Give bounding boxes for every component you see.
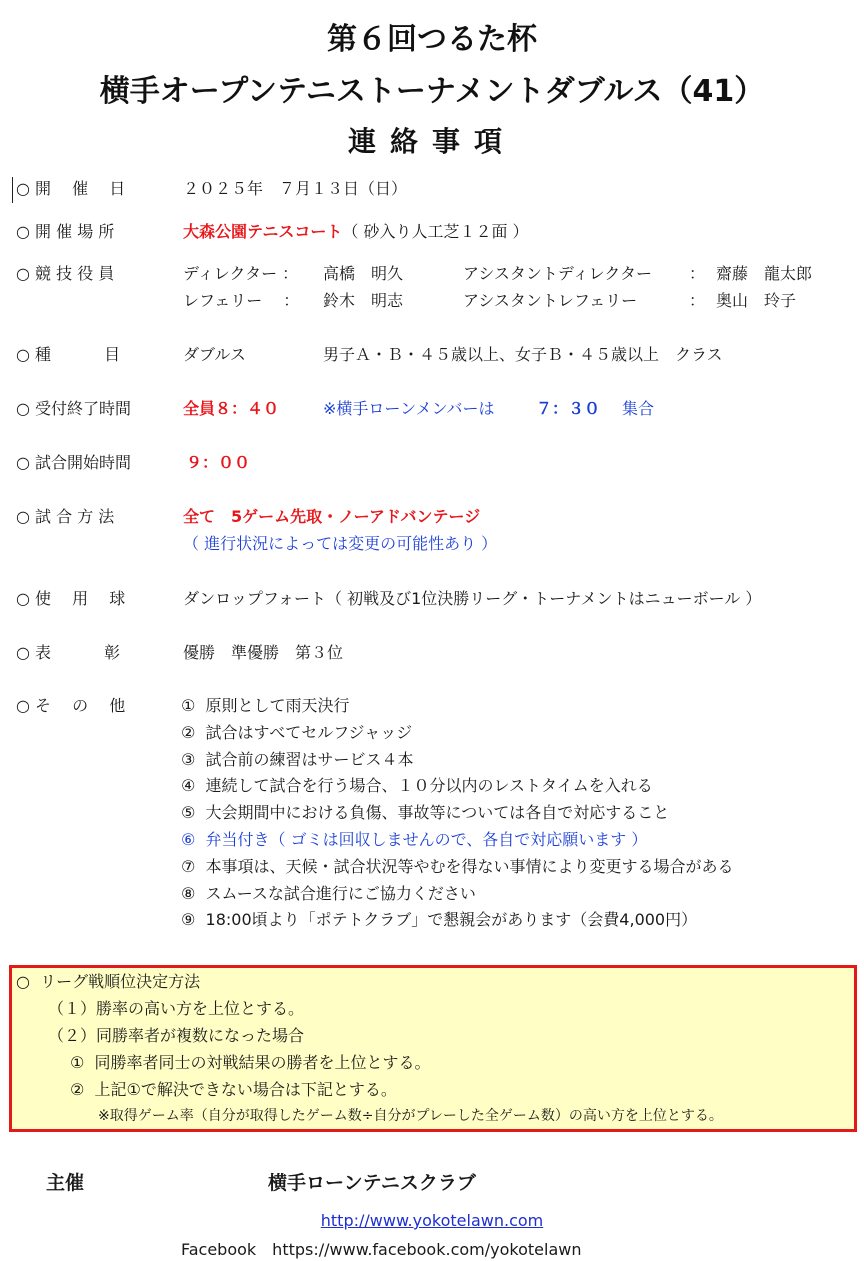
league-sub-1: ① 同勝率者同士の対戦結果の勝者を上位とする。 <box>70 1053 431 1072</box>
ball-label: ○ 使 用 球 <box>16 589 126 608</box>
list-item: ⑥ 弁当付き（ ゴミは回収しませんので、各自で対応願います ） <box>181 829 648 849</box>
league-title: ○ リーグ戦順位決定方法 <box>16 972 201 991</box>
start-label: ○ 試合開始時間 <box>16 453 132 472</box>
events-label: ○ 種 目 <box>16 345 121 364</box>
director-name: 高橋 明久 <box>323 264 404 283</box>
officials-label: ○ 競 技 役 員 <box>16 264 115 283</box>
director-role: ディレクター ： <box>183 264 299 283</box>
assistant-director-colon: ： <box>689 264 706 283</box>
assistant-referee-name: 奥山 玲子 <box>716 291 797 310</box>
date-value: ２０２５年 ７月１３日（日） <box>183 179 408 198</box>
method-label: ○ 試 合 方 法 <box>16 507 115 526</box>
assistant-referee-role: アシスタントレフェリー <box>463 291 638 310</box>
facebook-line: Facebook https://www.facebook.com/yokotelawn <box>181 1240 582 1259</box>
list-item: ⑦ 本事項は、天候・試合状況等やむを得ない事情により変更する場合がある <box>181 856 734 876</box>
awards-label: ○ 表 彰 <box>16 643 121 662</box>
member-note: ※横手ローンメンバーは <box>323 399 495 418</box>
assistant-director-role: アシスタントディレクター <box>463 264 652 283</box>
method-value: 全て 5ゲーム先取・ノーアドバンテージ <box>183 507 481 526</box>
list-item: ⑨ 18:00頃より「ポテトクラブ」で懇親会があります（会費4,000円） <box>181 910 698 930</box>
date-label: ○ 開 催 日 <box>16 179 126 198</box>
list-item: ③ 試合前の練習はサービス４本 <box>181 749 414 769</box>
events-value: ダブルス <box>183 345 246 364</box>
venue-detail: （ 砂入り人工芝１２面 ） <box>342 222 529 241</box>
website-link[interactable]: http://www.yokotelawn.com <box>320 1211 544 1230</box>
league-rule-1: （１）勝率の高い方を上位とする。 <box>48 999 305 1018</box>
venue-name: 大森公園テニスコート <box>183 222 343 241</box>
title-line-1: 第６回つるた杯 <box>327 22 537 57</box>
organizer-label: 主催 <box>46 1172 85 1194</box>
method-note: （ 進行状況によっては変更の可能性あり ） <box>183 534 498 553</box>
other-label: ○ そ の 他 <box>16 696 126 715</box>
awards-value: 優勝 準優勝 第３位 <box>183 643 344 662</box>
referee-role: レフェリー ： <box>183 291 300 310</box>
league-rule-2: （２）同勝率者が複数になった場合 <box>48 1026 305 1045</box>
assistant-referee-colon: ： <box>689 291 706 310</box>
list-item: ④ 連続して試合を行う場合、１０分以内のレストタイムを入れる <box>181 776 653 796</box>
text-cursor <box>12 177 13 203</box>
ball-value: ダンロップフォート（ 初戦及び1位決勝リーグ・トーナメントはニューボール ） <box>183 589 762 608</box>
title-line-3: 連絡事項 <box>347 125 516 158</box>
reception-label: ○ 受付終了時間 <box>16 399 132 418</box>
list-item: ⑧ スムースな試合進行にご協力ください <box>181 883 476 903</box>
league-note: ※取得ゲーム率（自分が取得したゲーム数÷自分がプレーした全ゲーム数）の高い方を上位とする。 <box>98 1108 723 1124</box>
venue-value <box>183 219 529 245</box>
title-line-2: 横手オープンテニストーナメントダブルス（41） <box>99 74 765 109</box>
assistant-director-name: 齋藤 龍太郎 <box>716 264 813 283</box>
list-item: ⑤ 大会期間中における負傷、事故等については各自で対応すること <box>181 803 670 823</box>
league-rules-box <box>9 965 857 1132</box>
member-suffix: 集合 <box>622 399 655 418</box>
list-item: ② 試合はすべてセルフジャッジ <box>181 722 413 742</box>
venue-label: ○ 開 催 場 所 <box>16 222 115 241</box>
reception-time: 全員８：４０ <box>183 399 280 418</box>
events-detail: 男子Ａ・Ｂ・４５歳以上、女子Ｂ・４５歳以上 クラス <box>323 345 723 364</box>
league-sub-2: ② 上記①で解決できない場合は下記とする。 <box>70 1080 397 1099</box>
start-time: ９：００ <box>186 453 251 472</box>
referee-name: 鈴木 明志 <box>323 291 404 310</box>
member-time: ７：３０ <box>536 399 601 418</box>
other-list <box>181 693 734 934</box>
organizer-name: 横手ローンテニスクラブ <box>268 1172 476 1194</box>
list-item: ① 原則として雨天決行 <box>181 696 350 715</box>
